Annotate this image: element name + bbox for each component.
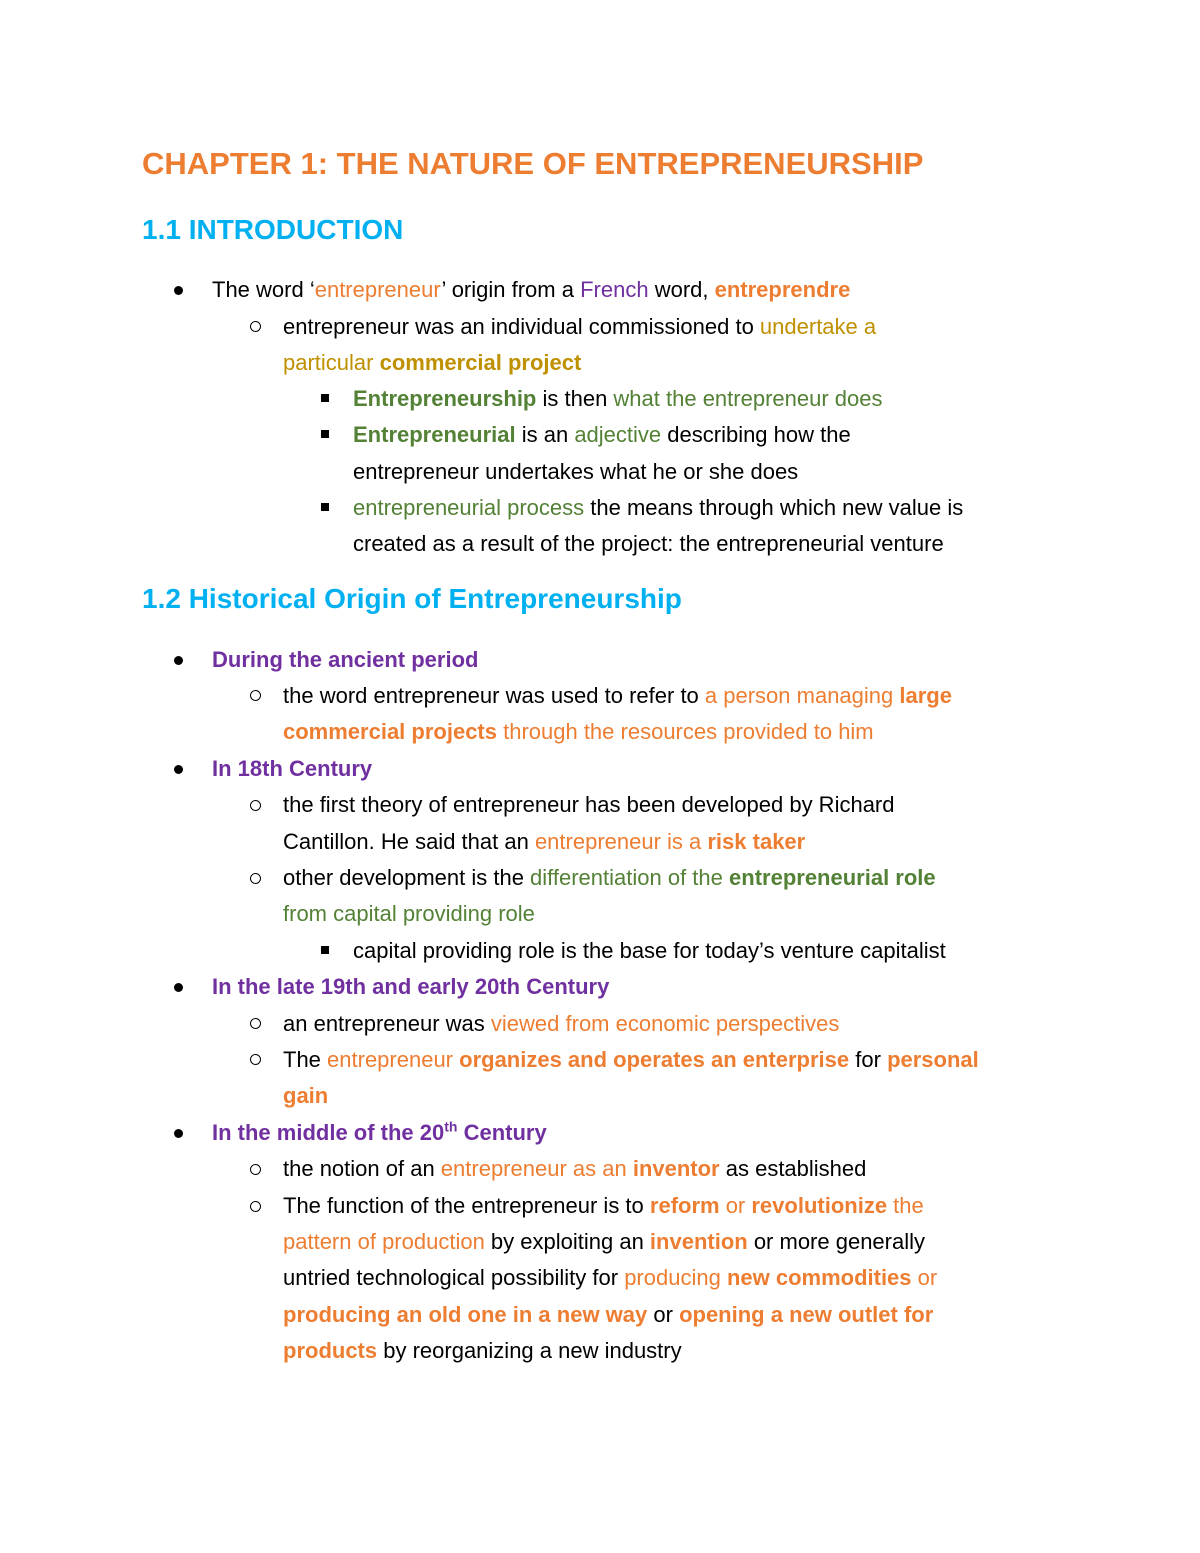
bullet-disc-icon	[174, 1129, 183, 1138]
list-item-continuation: Cantillon. He said that an entrepreneur is a risk taker	[283, 829, 806, 854]
bullet-circle-icon	[250, 321, 261, 332]
list-item: Entrepreneurship is then what the entrepreneur does	[353, 386, 883, 411]
bullet-disc-icon	[174, 286, 183, 295]
bullet-square-icon	[321, 503, 329, 511]
bullet-circle-icon	[250, 1018, 261, 1029]
list-item: The word ‘entrepreneur’ origin from a French word, entreprendre	[212, 277, 851, 302]
bullet-circle-icon	[250, 1201, 261, 1212]
period-heading: In the middle of the 20th Century	[212, 1118, 547, 1145]
list-item: the first theory of entrepreneur has been developed by Richard	[283, 792, 895, 817]
list-item-continuation: particular commercial project	[283, 350, 582, 375]
bullet-circle-icon	[250, 1054, 261, 1065]
list-item: entrepreneurial process the means through which new value is	[353, 495, 964, 520]
bullet-square-icon	[321, 430, 329, 438]
period-heading: In the late 19th and early 20th Century	[212, 974, 610, 999]
list-item: the notion of an entrepreneur as an inventor as established	[283, 1156, 867, 1181]
list-item: the word entrepreneur was used to refer to a person managing large	[283, 683, 952, 708]
list-item-continuation: gain	[283, 1083, 329, 1108]
bullet-disc-icon	[174, 983, 183, 992]
list-item-continuation: products by reorganizing a new industry	[283, 1338, 682, 1363]
bullet-square-icon	[321, 946, 329, 954]
list-item: an entrepreneur was viewed from economic perspectives	[283, 1011, 840, 1036]
list-item: The function of the entrepreneur is to reform or revolutionize the	[283, 1193, 924, 1218]
list-item-continuation: from capital providing role	[283, 901, 535, 926]
list-item-continuation: commercial projects through the resources provided to him	[283, 719, 874, 744]
bullet-circle-icon	[250, 873, 261, 884]
list-item: The entrepreneur organizes and operates an enterprise for personal	[283, 1047, 979, 1072]
period-heading: In 18th Century	[212, 756, 373, 781]
list-item-continuation: pattern of production by exploiting an invention or more generally	[283, 1229, 926, 1254]
list-item: other development is the differentiation of the entrepreneurial role	[283, 865, 936, 890]
list-item-continuation: producing an old one in a new way or opening a new outlet for	[283, 1302, 934, 1327]
section-heading-historical-origin: 1.2 Historical Origin of Entrepreneurship	[142, 583, 682, 614]
bullet-circle-icon	[250, 800, 261, 811]
period-heading: During the ancient period	[212, 647, 479, 672]
bullet-disc-icon	[174, 656, 183, 665]
bullet-disc-icon	[174, 765, 183, 774]
list-item: entrepreneur was an individual commissioned to undertake a	[283, 314, 877, 339]
list-item-continuation: untried technological possibility for producing new commodities or	[283, 1265, 938, 1290]
list-item: capital providing role is the base for today’s venture capitalist	[353, 938, 946, 963]
list-item-continuation: entrepreneur undertakes what he or she does	[353, 459, 799, 484]
list-item: Entrepreneurial is an adjective describing how the	[353, 422, 851, 447]
bullet-square-icon	[321, 394, 329, 402]
section-heading-introduction: 1.1 INTRODUCTION	[142, 214, 404, 245]
list-item-continuation: created as a result of the project: the entrepreneurial venture	[353, 531, 944, 556]
bullet-circle-icon	[250, 1164, 261, 1175]
chapter-title: CHAPTER 1: THE NATURE OF ENTREPRENEURSHIP	[142, 146, 924, 181]
bullet-circle-icon	[250, 690, 261, 701]
